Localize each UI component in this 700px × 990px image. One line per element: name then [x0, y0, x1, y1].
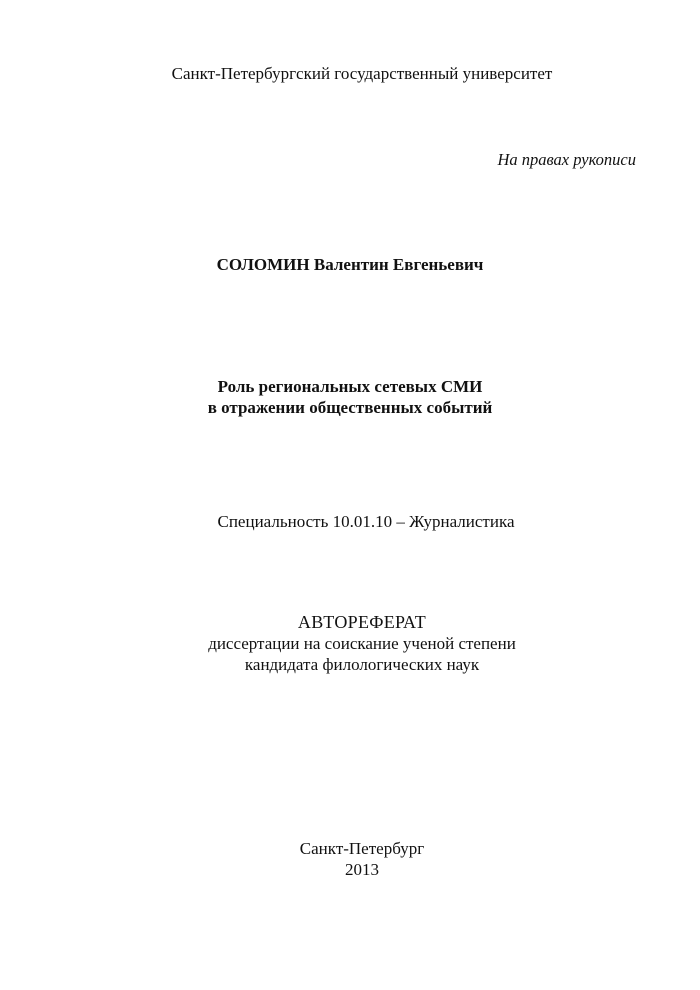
abstract-heading: АВТОРЕФЕРАТ [297, 612, 427, 632]
manuscript-rights-note: На правах рукописи [497, 150, 636, 169]
abstract-line-1: диссертации на соискание ученой степени [208, 634, 516, 653]
place-and-year [12, 838, 700, 880]
author-name: СОЛОМИН Валентин Евгеньевич [216, 255, 484, 274]
thesis-title [0, 376, 700, 418]
thesis-title-line-1: Роль региональных сетевых СМИ [217, 377, 483, 396]
specialty: Специальность 10.01.10 – Журналистика [217, 512, 515, 531]
thesis-title-line-2: в отражении общественных событий [207, 398, 493, 417]
abstract-line-2: кандидата филологических наук [244, 655, 480, 674]
abstract-block [12, 612, 700, 675]
city: Санкт-Петербург [299, 839, 425, 858]
university-name: Санкт-Петербургский государственный университет [171, 64, 553, 83]
year: 2013 [345, 860, 379, 879]
